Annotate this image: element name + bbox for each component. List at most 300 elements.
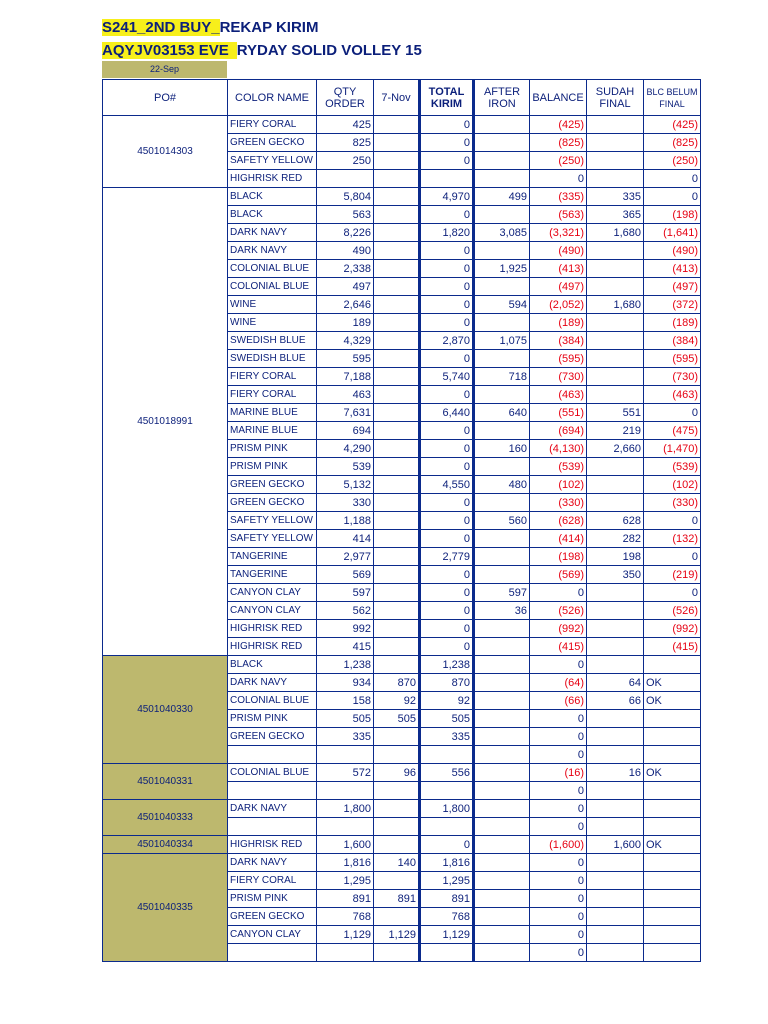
- sudah-final-cell: 365: [587, 206, 644, 224]
- blc-belum-final-cell: (415): [644, 638, 701, 656]
- header-row: [103, 80, 701, 116]
- blc-belum-final-cell: (330): [644, 494, 701, 512]
- color-name-cell: HIGHRISK RED: [228, 836, 317, 854]
- 7-nov-cell: [374, 260, 420, 278]
- blc-belum-final-cell: 0: [644, 170, 701, 188]
- 7-nov-cell: [374, 566, 420, 584]
- blc-belum-final-cell: (372): [644, 296, 701, 314]
- qty-order-cell: 1,800: [317, 800, 374, 818]
- after-iron-cell: [474, 494, 530, 512]
- color-name-cell: TANGERINE: [228, 548, 317, 566]
- after-iron-cell: [474, 836, 530, 854]
- blc-belum-final-cell: (730): [644, 368, 701, 386]
- blc-belum-final-cell: (132): [644, 530, 701, 548]
- sudah-final-cell: [587, 368, 644, 386]
- after-iron-cell: [474, 548, 530, 566]
- 7-nov-cell: [374, 332, 420, 350]
- table-row: [103, 764, 701, 782]
- 7-nov-cell: [374, 188, 420, 206]
- after-iron-cell: 160: [474, 440, 530, 458]
- qty-order-cell: 7,188: [317, 368, 374, 386]
- total-kirim-cell: 891: [420, 890, 474, 908]
- table-row: [103, 656, 701, 674]
- qty-order-cell: 572: [317, 764, 374, 782]
- table-row: [103, 854, 701, 872]
- color-name-cell: DARK NAVY: [228, 800, 317, 818]
- sudah-final-cell: [587, 458, 644, 476]
- sudah-final-cell: [587, 386, 644, 404]
- po-number-cell: 4501040334: [103, 836, 228, 854]
- blc-belum-final-cell: 0: [644, 404, 701, 422]
- balance-cell: (992): [530, 620, 587, 638]
- after-iron-cell: 480: [474, 476, 530, 494]
- color-name-cell: COLONIAL BLUE: [228, 764, 317, 782]
- table-row: [103, 116, 701, 134]
- sudah-final-cell: 1,680: [587, 296, 644, 314]
- after-iron-cell: [474, 422, 530, 440]
- blc-belum-final-cell: (384): [644, 332, 701, 350]
- blc-belum-final-cell: (825): [644, 134, 701, 152]
- blc-belum-final-cell: 0: [644, 584, 701, 602]
- after-iron-cell: 560: [474, 512, 530, 530]
- qty-order-cell: 415: [317, 638, 374, 656]
- color-name-cell: GREEN GECKO: [228, 476, 317, 494]
- after-iron-cell: [474, 854, 530, 872]
- balance-cell: (490): [530, 242, 587, 260]
- blc-belum-final-cell: (413): [644, 260, 701, 278]
- 7-nov-cell: [374, 422, 420, 440]
- total-kirim-cell: 0: [420, 350, 474, 368]
- balance-cell: (2,052): [530, 296, 587, 314]
- balance-cell: (694): [530, 422, 587, 440]
- col-header-sudah-final: SUDAH FINAL: [587, 80, 644, 116]
- blc-belum-final-cell: [644, 854, 701, 872]
- sudah-final-cell: [587, 728, 644, 746]
- color-name-cell: SWEDISH BLUE: [228, 332, 317, 350]
- sudah-final-cell: [587, 746, 644, 764]
- after-iron-cell: [474, 656, 530, 674]
- color-name-cell: CANYON CLAY: [228, 926, 317, 944]
- total-kirim-cell: 0: [420, 602, 474, 620]
- color-name-cell: HIGHRISK RED: [228, 170, 317, 188]
- color-name-cell: COLONIAL BLUE: [228, 692, 317, 710]
- after-iron-cell: [474, 278, 530, 296]
- 7-nov-cell: [374, 368, 420, 386]
- 7-nov-cell: [374, 548, 420, 566]
- balance-cell: (64): [530, 674, 587, 692]
- 7-nov-cell: [374, 476, 420, 494]
- color-name-cell: SAFETY YELLOW: [228, 530, 317, 548]
- blc-belum-final-cell: 0: [644, 512, 701, 530]
- balance-cell: 0: [530, 818, 587, 836]
- color-name-cell: FIERY CORAL: [228, 872, 317, 890]
- 7-nov-cell: [374, 656, 420, 674]
- blc-belum-final-cell: (497): [644, 278, 701, 296]
- sheet-title-highlight: S241_2ND BUY_: [102, 19, 220, 36]
- total-kirim-cell: 0: [420, 620, 474, 638]
- blc-belum-final-cell: (189): [644, 314, 701, 332]
- total-kirim-cell: 0: [420, 386, 474, 404]
- after-iron-cell: [474, 350, 530, 368]
- date-cell: 22-Sep: [102, 61, 227, 78]
- style-title-highlight: AQYJV03153 EVE: [102, 42, 237, 59]
- 7-nov-cell: 140: [374, 854, 420, 872]
- total-kirim-cell: 2,870: [420, 332, 474, 350]
- 7-nov-cell: [374, 620, 420, 638]
- qty-order-cell: 825: [317, 134, 374, 152]
- 7-nov-cell: [374, 800, 420, 818]
- sudah-final-cell: [587, 944, 644, 962]
- balance-cell: (102): [530, 476, 587, 494]
- qty-order-cell: 1,295: [317, 872, 374, 890]
- total-kirim-cell: 0: [420, 530, 474, 548]
- blc-belum-final-cell: OK: [644, 836, 701, 854]
- total-kirim-cell: 870: [420, 674, 474, 692]
- qty-order-cell: [317, 746, 374, 764]
- sudah-final-cell: 282: [587, 530, 644, 548]
- 7-nov-cell: [374, 746, 420, 764]
- after-iron-cell: [474, 692, 530, 710]
- blc-belum-final-cell: (102): [644, 476, 701, 494]
- balance-cell: (1,600): [530, 836, 587, 854]
- after-iron-cell: 640: [474, 404, 530, 422]
- balance-cell: 0: [530, 782, 587, 800]
- total-kirim-cell: 335: [420, 728, 474, 746]
- after-iron-cell: 499: [474, 188, 530, 206]
- qty-order-cell: 414: [317, 530, 374, 548]
- total-kirim-cell: 0: [420, 152, 474, 170]
- sudah-final-cell: [587, 134, 644, 152]
- sudah-final-cell: 219: [587, 422, 644, 440]
- 7-nov-cell: 505: [374, 710, 420, 728]
- balance-cell: (189): [530, 314, 587, 332]
- after-iron-cell: 597: [474, 584, 530, 602]
- balance-cell: 0: [530, 746, 587, 764]
- qty-order-cell: 992: [317, 620, 374, 638]
- col-header-po: PO#: [103, 80, 228, 116]
- balance-cell: (569): [530, 566, 587, 584]
- sudah-final-cell: [587, 278, 644, 296]
- balance-cell: (335): [530, 188, 587, 206]
- color-name-cell: [228, 746, 317, 764]
- balance-cell: (384): [530, 332, 587, 350]
- balance-cell: (250): [530, 152, 587, 170]
- total-kirim-cell: 0: [420, 260, 474, 278]
- color-name-cell: GREEN GECKO: [228, 728, 317, 746]
- color-name-cell: [228, 782, 317, 800]
- qty-order-cell: 891: [317, 890, 374, 908]
- qty-order-cell: 5,804: [317, 188, 374, 206]
- balance-cell: 0: [530, 800, 587, 818]
- 7-nov-cell: [374, 152, 420, 170]
- after-iron-cell: [474, 134, 530, 152]
- qty-order-cell: 1,600: [317, 836, 374, 854]
- po-number-cell: 4501018991: [103, 188, 228, 656]
- po-number-cell: 4501040331: [103, 764, 228, 800]
- sudah-final-cell: [587, 872, 644, 890]
- 7-nov-cell: 891: [374, 890, 420, 908]
- qty-order-cell: 562: [317, 602, 374, 620]
- qty-order-cell: 8,226: [317, 224, 374, 242]
- color-name-cell: WINE: [228, 296, 317, 314]
- blc-belum-final-cell: (198): [644, 206, 701, 224]
- table-row: [103, 836, 701, 854]
- balance-cell: (4,130): [530, 440, 587, 458]
- after-iron-cell: [474, 944, 530, 962]
- total-kirim-cell: 0: [420, 422, 474, 440]
- color-name-cell: PRISM PINK: [228, 710, 317, 728]
- color-name-cell: FIERY CORAL: [228, 368, 317, 386]
- blc-belum-final-cell: [644, 782, 701, 800]
- qty-order-cell: [317, 782, 374, 800]
- after-iron-cell: [474, 782, 530, 800]
- qty-order-cell: 597: [317, 584, 374, 602]
- blc-belum-final-cell: OK: [644, 692, 701, 710]
- 7-nov-cell: [374, 296, 420, 314]
- sudah-final-cell: [587, 656, 644, 674]
- sheet-title-rest: REKAP KIRIM: [219, 19, 319, 36]
- balance-cell: 0: [530, 872, 587, 890]
- blc-belum-final-cell: [644, 800, 701, 818]
- total-kirim-cell: 6,440: [420, 404, 474, 422]
- after-iron-cell: [474, 386, 530, 404]
- qty-order-cell: 2,646: [317, 296, 374, 314]
- sudah-final-cell: [587, 818, 644, 836]
- sudah-final-cell: [587, 350, 644, 368]
- sudah-final-cell: 2,660: [587, 440, 644, 458]
- 7-nov-cell: [374, 638, 420, 656]
- blc-belum-final-cell: (425): [644, 116, 701, 134]
- color-name-cell: GREEN GECKO: [228, 908, 317, 926]
- after-iron-cell: [474, 638, 530, 656]
- 7-nov-cell: 1,129: [374, 926, 420, 944]
- color-name-cell: SWEDISH BLUE: [228, 350, 317, 368]
- sudah-final-cell: 66: [587, 692, 644, 710]
- balance-cell: (16): [530, 764, 587, 782]
- table-row: [103, 188, 701, 206]
- sudah-final-cell: 64: [587, 674, 644, 692]
- after-iron-cell: [474, 170, 530, 188]
- total-kirim-cell: 0: [420, 458, 474, 476]
- sudah-final-cell: [587, 800, 644, 818]
- 7-nov-cell: [374, 242, 420, 260]
- balance-cell: (563): [530, 206, 587, 224]
- balance-cell: (198): [530, 548, 587, 566]
- po-number-cell: 4501040335: [103, 854, 228, 962]
- sudah-final-cell: [587, 908, 644, 926]
- total-kirim-cell: 556: [420, 764, 474, 782]
- style-title-rest: RYDAY SOLID VOLLEY 15: [236, 42, 422, 59]
- total-kirim-cell: 0: [420, 494, 474, 512]
- 7-nov-cell: [374, 872, 420, 890]
- after-iron-cell: [474, 458, 530, 476]
- sudah-final-cell: 335: [587, 188, 644, 206]
- 7-nov-cell: [374, 494, 420, 512]
- sudah-final-cell: 551: [587, 404, 644, 422]
- col-header-total-kirim: TOTAL KIRIM: [420, 80, 474, 116]
- 7-nov-cell: [374, 134, 420, 152]
- total-kirim-cell: 0: [420, 638, 474, 656]
- total-kirim-cell: 0: [420, 278, 474, 296]
- blc-belum-final-cell: (219): [644, 566, 701, 584]
- total-kirim-cell: 2,779: [420, 548, 474, 566]
- 7-nov-cell: [374, 530, 420, 548]
- sudah-final-cell: [587, 332, 644, 350]
- total-kirim-cell: 768: [420, 908, 474, 926]
- color-name-cell: BLACK: [228, 656, 317, 674]
- after-iron-cell: 594: [474, 296, 530, 314]
- color-name-cell: [228, 944, 317, 962]
- balance-cell: (66): [530, 692, 587, 710]
- blc-belum-final-cell: (526): [644, 602, 701, 620]
- balance-cell: (730): [530, 368, 587, 386]
- color-name-cell: COLONIAL BLUE: [228, 278, 317, 296]
- color-name-cell: FIERY CORAL: [228, 386, 317, 404]
- qty-order-cell: 694: [317, 422, 374, 440]
- 7-nov-cell: [374, 458, 420, 476]
- blc-belum-final-cell: OK: [644, 674, 701, 692]
- total-kirim-cell: 0: [420, 206, 474, 224]
- after-iron-cell: [474, 818, 530, 836]
- after-iron-cell: [474, 530, 530, 548]
- balance-cell: (628): [530, 512, 587, 530]
- after-iron-cell: [474, 710, 530, 728]
- table-body: [103, 116, 701, 962]
- sudah-final-cell: 16: [587, 764, 644, 782]
- sudah-final-cell: [587, 890, 644, 908]
- blc-belum-final-cell: (490): [644, 242, 701, 260]
- 7-nov-cell: [374, 728, 420, 746]
- blc-belum-final-cell: [644, 872, 701, 890]
- blc-belum-final-cell: (1,641): [644, 224, 701, 242]
- sudah-final-cell: 198: [587, 548, 644, 566]
- sudah-final-cell: [587, 926, 644, 944]
- balance-cell: (415): [530, 638, 587, 656]
- after-iron-cell: [474, 926, 530, 944]
- 7-nov-cell: [374, 404, 420, 422]
- sheet-title: [102, 18, 318, 37]
- blc-belum-final-cell: 0: [644, 548, 701, 566]
- total-kirim-cell: 4,970: [420, 188, 474, 206]
- after-iron-cell: 718: [474, 368, 530, 386]
- sudah-final-cell: [587, 494, 644, 512]
- sudah-final-cell: [587, 260, 644, 278]
- qty-order-cell: 2,977: [317, 548, 374, 566]
- blc-belum-final-cell: [644, 710, 701, 728]
- qty-order-cell: 7,631: [317, 404, 374, 422]
- 7-nov-cell: [374, 386, 420, 404]
- qty-order-cell: 330: [317, 494, 374, 512]
- color-name-cell: DARK NAVY: [228, 224, 317, 242]
- balance-cell: 0: [530, 908, 587, 926]
- qty-order-cell: 1,238: [317, 656, 374, 674]
- po-number-cell: 4501040333: [103, 800, 228, 836]
- after-iron-cell: [474, 728, 530, 746]
- sudah-final-cell: [587, 170, 644, 188]
- after-iron-cell: [474, 242, 530, 260]
- after-iron-cell: [474, 872, 530, 890]
- 7-nov-cell: [374, 224, 420, 242]
- total-kirim-cell: 0: [420, 836, 474, 854]
- color-name-cell: SAFETY YELLOW: [228, 512, 317, 530]
- total-kirim-cell: 1,820: [420, 224, 474, 242]
- sudah-final-cell: [587, 152, 644, 170]
- sudah-final-cell: 1,600: [587, 836, 644, 854]
- sudah-final-cell: [587, 782, 644, 800]
- blc-belum-final-cell: (1,470): [644, 440, 701, 458]
- balance-cell: (425): [530, 116, 587, 134]
- 7-nov-cell: [374, 908, 420, 926]
- 7-nov-cell: [374, 350, 420, 368]
- blc-belum-final-cell: (539): [644, 458, 701, 476]
- qty-order-cell: 934: [317, 674, 374, 692]
- blc-belum-final-cell: (992): [644, 620, 701, 638]
- balance-cell: (414): [530, 530, 587, 548]
- total-kirim-cell: 1,800: [420, 800, 474, 818]
- color-name-cell: HIGHRISK RED: [228, 620, 317, 638]
- total-kirim-cell: 0: [420, 314, 474, 332]
- sudah-final-cell: 628: [587, 512, 644, 530]
- after-iron-cell: 3,085: [474, 224, 530, 242]
- qty-order-cell: 768: [317, 908, 374, 926]
- blc-belum-final-cell: [644, 818, 701, 836]
- total-kirim-cell: 0: [420, 242, 474, 260]
- style-title: [102, 41, 422, 60]
- after-iron-cell: [474, 890, 530, 908]
- qty-order-cell: 569: [317, 566, 374, 584]
- sudah-final-cell: [587, 476, 644, 494]
- qty-order-cell: 563: [317, 206, 374, 224]
- sudah-final-cell: [587, 116, 644, 134]
- color-name-cell: PRISM PINK: [228, 890, 317, 908]
- col-header-blc-belum-final: BLC BELUM FINAL: [644, 80, 701, 116]
- total-kirim-cell: 4,550: [420, 476, 474, 494]
- after-iron-cell: [474, 620, 530, 638]
- 7-nov-cell: 96: [374, 764, 420, 782]
- total-kirim-cell: 0: [420, 134, 474, 152]
- col-header-7-nov: 7-Nov: [374, 80, 420, 116]
- sudah-final-cell: [587, 314, 644, 332]
- blc-belum-final-cell: [644, 656, 701, 674]
- after-iron-cell: [474, 116, 530, 134]
- balance-cell: 0: [530, 944, 587, 962]
- blc-belum-final-cell: 0: [644, 188, 701, 206]
- qty-order-cell: 425: [317, 116, 374, 134]
- po-number-cell: 4501014303: [103, 116, 228, 188]
- 7-nov-cell: [374, 116, 420, 134]
- 7-nov-cell: [374, 584, 420, 602]
- blc-belum-final-cell: [644, 908, 701, 926]
- table-row: [103, 800, 701, 818]
- sudah-final-cell: [587, 710, 644, 728]
- balance-cell: 0: [530, 926, 587, 944]
- balance-cell: 0: [530, 170, 587, 188]
- 7-nov-cell: [374, 206, 420, 224]
- balance-cell: (595): [530, 350, 587, 368]
- after-iron-cell: [474, 152, 530, 170]
- after-iron-cell: 36: [474, 602, 530, 620]
- qty-order-cell: 1,129: [317, 926, 374, 944]
- sudah-final-cell: [587, 620, 644, 638]
- color-name-cell: SAFETY YELLOW: [228, 152, 317, 170]
- balance-cell: (526): [530, 602, 587, 620]
- after-iron-cell: [474, 566, 530, 584]
- balance-cell: (825): [530, 134, 587, 152]
- after-iron-cell: [474, 314, 530, 332]
- total-kirim-cell: 1,238: [420, 656, 474, 674]
- total-kirim-cell: [420, 170, 474, 188]
- qty-order-cell: 595: [317, 350, 374, 368]
